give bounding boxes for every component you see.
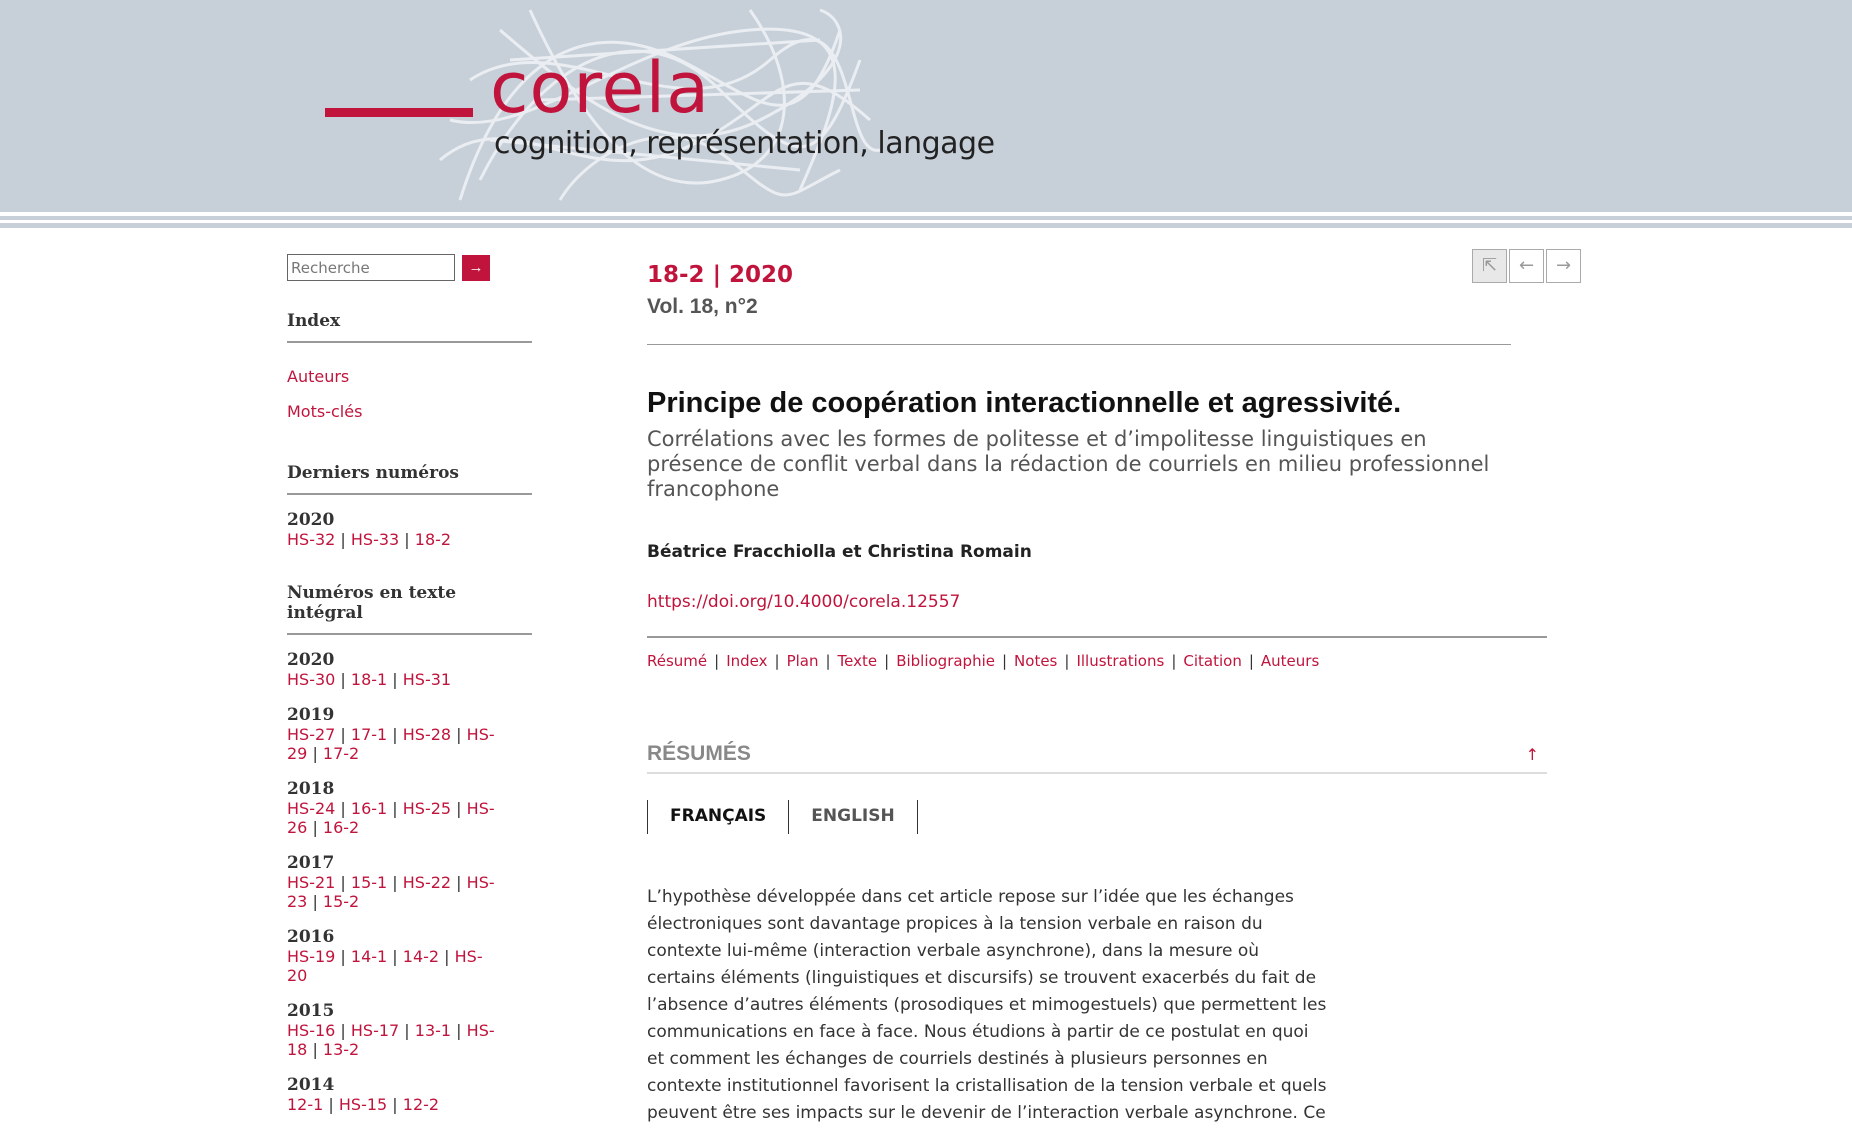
- separator: |: [399, 530, 415, 549]
- search-row: [287, 254, 532, 281]
- site-logo-title[interactable]: corela: [490, 47, 710, 129]
- search-input[interactable]: [287, 254, 455, 281]
- year-label: 2020: [287, 650, 335, 670]
- arrow-right-icon: →: [1555, 255, 1572, 276]
- toc-link[interactable]: Illustrations: [1076, 652, 1165, 670]
- toc-link[interactable]: Résumé: [647, 652, 708, 670]
- issue-link[interactable]: HS-: [466, 725, 495, 744]
- abstract-line: électroniques sont davantage propices à la tension verbale en raison du: [647, 914, 1263, 934]
- year-block: [287, 706, 532, 763]
- fulltext-years: [287, 651, 532, 1114]
- latest-years: [287, 511, 532, 549]
- abstract-line: contexte lui-même (interaction verbale asynchrone), dans la mesure où: [647, 941, 1260, 961]
- year-block: [287, 780, 532, 837]
- separator: |: [387, 873, 403, 892]
- sidebar-heading-index: Index: [287, 311, 532, 343]
- year-block: [287, 651, 532, 689]
- site-logo-subtitle: cognition, représentation, langage: [494, 126, 995, 161]
- tab-français[interactable]: FRANÇAIS: [647, 800, 788, 834]
- issue-list: [287, 725, 532, 744]
- issue-list: [287, 744, 532, 763]
- issue-link[interactable]: 13-2: [322, 1040, 360, 1059]
- sidebar-link-auteurs[interactable]: Auteurs: [287, 367, 350, 386]
- issue-link[interactable]: 14-1: [350, 947, 388, 966]
- separator: |: [307, 1040, 323, 1059]
- issue-link[interactable]: HS-30: [287, 670, 336, 689]
- abstract-text: [647, 884, 1367, 1127]
- issue-link[interactable]: 29: [287, 744, 308, 763]
- toc-link[interactable]: Bibliographie: [896, 652, 995, 670]
- year-block: [287, 1076, 532, 1114]
- toc-link[interactable]: Plan: [786, 652, 819, 670]
- site-header: [0, 0, 1852, 212]
- toc-link[interactable]: Index: [726, 652, 768, 670]
- main-content: [647, 256, 1547, 1127]
- issue-list: [287, 947, 532, 966]
- issue-link[interactable]: HS-22: [402, 873, 452, 892]
- issue-link[interactable]: HS-15: [338, 1095, 388, 1114]
- issue-link[interactable]: HS-: [454, 947, 483, 966]
- issue-link[interactable]: HS-21: [287, 873, 336, 892]
- separator: |: [335, 799, 351, 818]
- issue-link[interactable]: HS-24: [287, 799, 336, 818]
- issue-link[interactable]: 13-1: [414, 1021, 452, 1040]
- year-label: 2019: [287, 705, 335, 725]
- issue-link[interactable]: HS-32: [287, 530, 336, 549]
- separator: |: [307, 892, 323, 911]
- year-block: [287, 511, 532, 549]
- separator: |: [307, 744, 323, 763]
- separator: |: [387, 670, 403, 689]
- separator: |: [335, 1021, 351, 1040]
- separator: |: [451, 725, 467, 744]
- year-block: [287, 928, 532, 985]
- issue-list: [287, 530, 532, 549]
- issue-link[interactable]: 26: [287, 818, 308, 837]
- sidebar-link-mots-cles[interactable]: Mots-clés: [287, 402, 363, 421]
- issue-link[interactable]: HS-: [466, 799, 495, 818]
- separator: |: [387, 799, 403, 818]
- year-label: 2016: [287, 927, 335, 947]
- issue-link[interactable]: 12-1: [287, 1095, 324, 1114]
- separator: |: [451, 873, 467, 892]
- issue-link[interactable]: 15-2: [322, 892, 360, 911]
- issue-link[interactable]: HS-25: [402, 799, 452, 818]
- separator: |: [387, 725, 403, 744]
- abstract-line: certains éléments (linguistiques et discursifs) se trouvent exacerbés du fait de: [647, 968, 1317, 988]
- issue-list: [287, 892, 532, 911]
- sidebar-index-section: [287, 311, 532, 429]
- year-label: 2020: [287, 510, 335, 530]
- back-to-top-icon[interactable]: ↑: [1525, 744, 1539, 764]
- issue-link[interactable]: 17-2: [322, 744, 360, 763]
- separator: |: [451, 799, 467, 818]
- toc-link[interactable]: Notes: [1014, 652, 1058, 670]
- separator: |: [335, 670, 351, 689]
- separator: |: [774, 652, 780, 670]
- tab-english[interactable]: ENGLISH: [788, 800, 917, 834]
- issue-list: [287, 799, 532, 818]
- issue-link[interactable]: HS-33: [350, 530, 400, 549]
- issue-link[interactable]: HS-19: [287, 947, 336, 966]
- issue-link[interactable]: HS-31: [402, 670, 452, 689]
- separator: |: [825, 652, 831, 670]
- abstract-line: peuvent être ses impacts sur le devenir de l’interaction verbale asynchrone. Ce: [647, 1103, 1326, 1123]
- issue-link[interactable]: 20: [287, 966, 308, 985]
- issue-link[interactable]: 12-2: [402, 1095, 440, 1114]
- arrow-left-icon: ←: [1518, 255, 1535, 276]
- separator: |: [307, 818, 323, 837]
- arrow-right-icon: →: [468, 258, 484, 276]
- toc-link[interactable]: Citation: [1183, 652, 1242, 670]
- separator: |: [714, 652, 720, 670]
- issue-list: [287, 1021, 532, 1040]
- issue-link[interactable]: 14-2: [402, 947, 440, 966]
- separator: |: [884, 652, 890, 670]
- issue-link[interactable]: HS-16: [287, 1021, 336, 1040]
- year-label: 2014: [287, 1075, 335, 1095]
- sidebar-latest-section: [287, 463, 532, 549]
- separator: |: [387, 947, 403, 966]
- separator: |: [335, 873, 351, 892]
- separator: |: [323, 1095, 339, 1114]
- issue-link[interactable]: HS-17: [350, 1021, 400, 1040]
- year-label: 2018: [287, 779, 335, 799]
- article-subtitle: Corrélations avec les formes de politesse et d’impolitesse linguistiques en présence de conflit verbal dans la rédaction de courriels en milieu professionnel francophone: [647, 427, 1490, 501]
- issue-link[interactable]: 18-2: [414, 530, 452, 549]
- issue-link[interactable]: 16-1: [350, 799, 388, 818]
- header-stripe: [0, 212, 1852, 228]
- issue-link[interactable]: 16-2: [322, 818, 360, 837]
- toc-link[interactable]: Auteurs: [1260, 652, 1320, 670]
- issue-link[interactable]: 23: [287, 892, 308, 911]
- issue-list: [287, 818, 532, 837]
- resumes-title: RÉSUMÉS: [647, 742, 751, 765]
- issue-link[interactable]: HS-: [466, 873, 495, 892]
- separator: |: [335, 725, 351, 744]
- separator: |: [399, 1021, 415, 1040]
- abstract-line: contexte institutionnel favorisent la cristallisation de la tension verbale et quels: [647, 1076, 1327, 1096]
- issue-number[interactable]: 18-2 | 2020: [647, 262, 793, 288]
- sidebar-fulltext-section: [287, 583, 532, 1114]
- issue-volume: Vol. 18, n°2: [647, 295, 758, 318]
- language-tabs: [647, 800, 1547, 834]
- separator: |: [335, 530, 351, 549]
- toc-link[interactable]: Texte: [837, 652, 878, 670]
- issue-link[interactable]: 18: [287, 1040, 308, 1059]
- year-block: [287, 854, 532, 911]
- abstract-line: l’absence d’autres éléments (prosodiques et mimogestuels) que permettent les: [647, 995, 1327, 1015]
- divider: [647, 344, 1511, 345]
- separator: |: [1064, 652, 1070, 670]
- article-authors[interactable]: Béatrice Fracchiolla et Christina Romain: [647, 542, 1032, 562]
- issue-link[interactable]: HS-27: [287, 725, 336, 744]
- abstract-line: communications en face à face. Nous étudions à partir de ce postulat en quoi: [647, 1022, 1309, 1042]
- year-label: 2017: [287, 853, 335, 873]
- issue-list: [287, 1095, 532, 1114]
- sidebar-heading-fulltext: Numéros en texte intégral: [287, 583, 532, 635]
- sidebar-heading-latest: Derniers numéros: [287, 463, 532, 495]
- search-button[interactable]: [462, 255, 490, 281]
- separator: |: [451, 1021, 467, 1040]
- issue-link[interactable]: 15-1: [350, 873, 388, 892]
- issue-link[interactable]: 18-1: [350, 670, 388, 689]
- separator: |: [387, 1095, 403, 1114]
- issue-list: [287, 873, 532, 892]
- article-toc: [647, 652, 1547, 670]
- separator: |: [439, 947, 455, 966]
- separator: |: [1171, 652, 1177, 670]
- divider: [647, 636, 1547, 638]
- issue-list: [287, 670, 532, 689]
- issue-link[interactable]: 17-1: [350, 725, 388, 744]
- resumes-header: [647, 742, 1547, 774]
- year-label: 2015: [287, 1001, 335, 1021]
- issue-link[interactable]: HS-28: [402, 725, 452, 744]
- separator: |: [1001, 652, 1008, 670]
- abstract-line: L’hypothèse développée dans cet article repose sur l’idée que les échanges: [647, 887, 1294, 907]
- arrow-right-button[interactable]: [1546, 249, 1581, 283]
- separator: |: [335, 947, 351, 966]
- sidebar: [287, 254, 532, 1148]
- logo-accent-line: [325, 108, 473, 117]
- doi-link[interactable]: https://doi.org/10.4000/corela.12557: [647, 592, 961, 612]
- issue-link[interactable]: HS-: [466, 1021, 495, 1040]
- issue-list: [287, 1040, 532, 1059]
- year-block: [287, 1002, 532, 1059]
- abstract-line: et comment les échanges de courriels destinés à plusieurs personnes en: [647, 1049, 1268, 1069]
- up-icon: ⇱: [1481, 255, 1498, 276]
- separator: |: [1248, 652, 1254, 670]
- article-title: Principe de coopération interactionnelle et agressivité.: [647, 387, 1402, 419]
- issue-list: [287, 966, 532, 985]
